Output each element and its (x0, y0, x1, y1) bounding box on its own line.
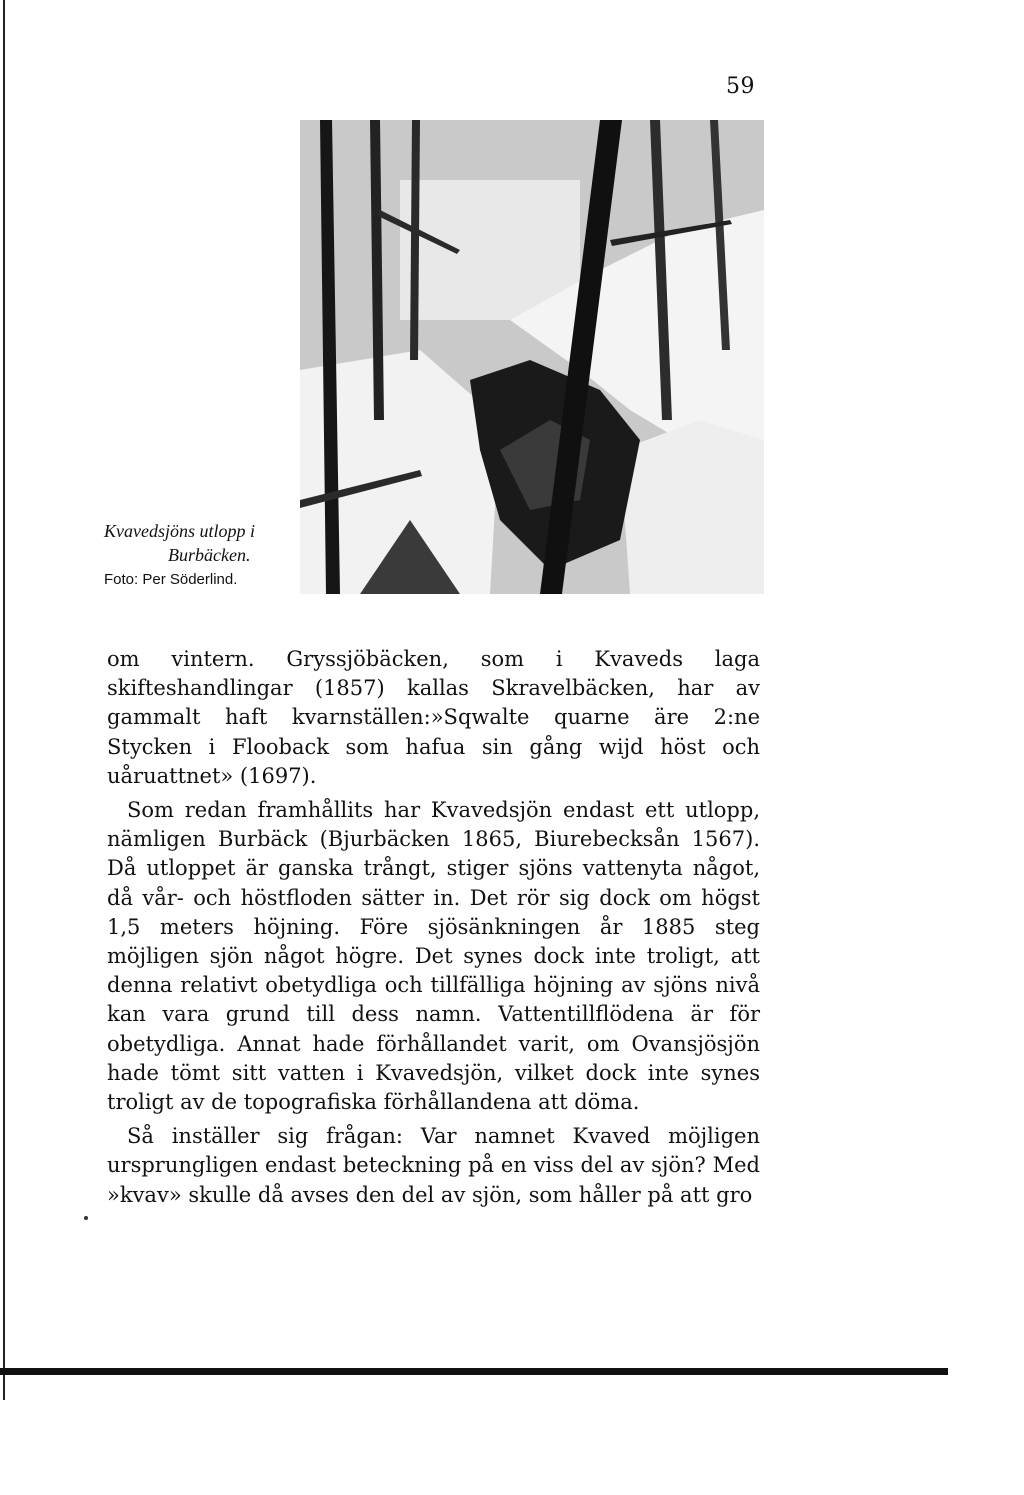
bottom-rule (0, 1368, 948, 1375)
ink-speck (84, 1216, 88, 1220)
paragraph: om vintern. Gryssjöbäcken, som i Kvaveds laga skifteshandlingar (1857) kallas Skravelbäcken, har av gammalt haft kvarnställen:»Sqwalte quarne äre 2:ne Stycken i Flooback som hafua sin gång wijd höst och uåruattnet» (1697). (107, 647, 760, 788)
photograph-stream-outlet (300, 120, 764, 594)
caption-line: Burbäcken. (168, 545, 251, 565)
photo-caption (104, 519, 294, 591)
paragraph: Så inställer sig frågan: Var namnet Kvaved möjligen ursprungligen endast beteckning på en viss del av sjön? Med »kvav» skulle då avses den del av sjön, som håller på att gro (107, 1124, 760, 1207)
photo-credit: Foto: Per Söderlind. (104, 571, 238, 588)
caption-line: Kvavedsjöns utlopp i (104, 521, 255, 541)
page-edge (3, 0, 5, 1400)
body-text (107, 645, 760, 1210)
page-number: 59 (726, 74, 755, 99)
paragraph: Som redan framhållits har Kvavedsjön endast ett utlopp, nämligen Burbäck (Bjurbäcken 1865, Biurebecksån 1567). Då utloppet är ganska trångt, stiger sjöns vattenyta något, då vår- och höstfloden sätter in. Det rör sig dock om högst 1,5 meters höjning. Före sjösänkningen år 1885 steg möjligen sjön något högre. Det synes dock inte troligt, att denna relativt obetydliga och tillfälliga höjning av sjöns nivå kan vara grund till dess namn. Vattentillflödena är för obetydliga. Annat hade förhållandet varit, om Ovansjösjön hade tömt sitt vatten i Kvavedsjön, vilket dock inte synes troligt av de topografiska förhållandena att döma. (107, 798, 760, 1115)
